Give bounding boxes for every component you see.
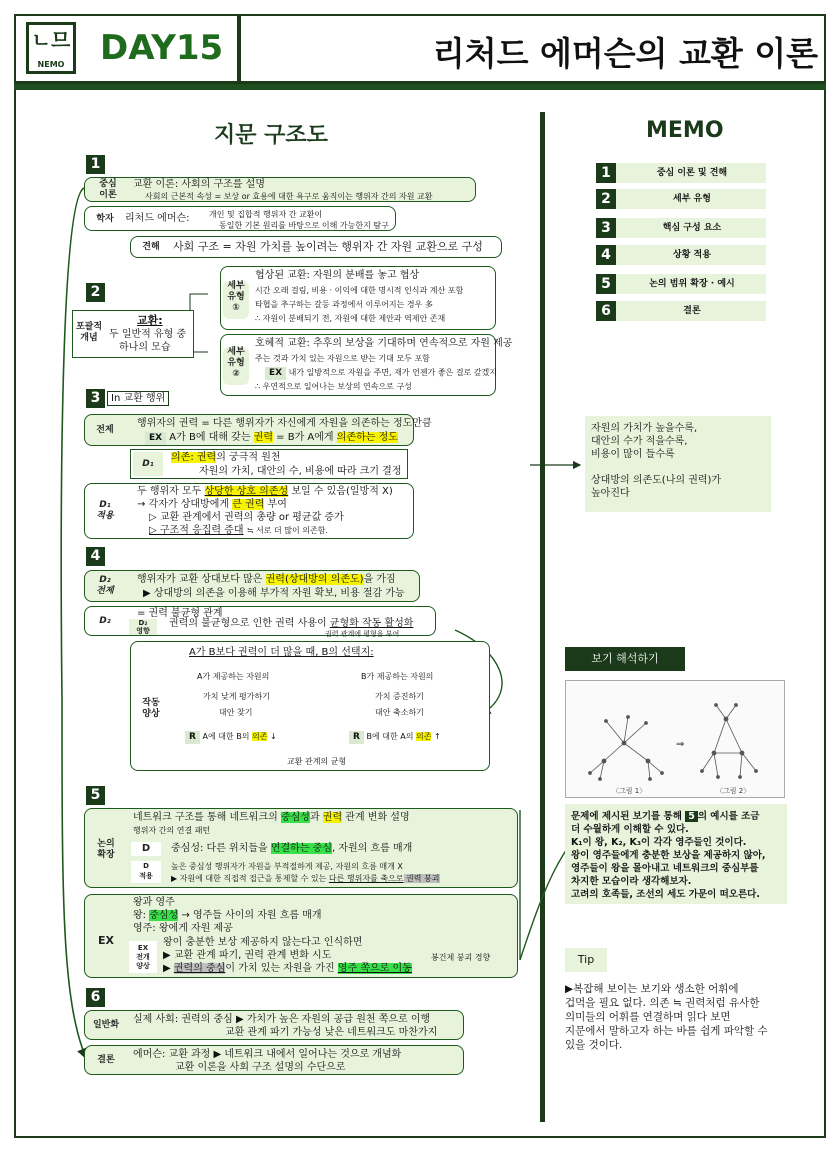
- fig2-label: 〈그림 2〉: [716, 787, 751, 795]
- column-divider: [540, 112, 545, 1122]
- reciprocal-exchange-box: 세부 유형 ② 호혜적 교환: 추후의 보상을 기대하며 연속적으로 자원 제공 주는 것과 가치 있는 자원으로 받는 기대 모두 포함 EX 내가 일방적으로 자원을 주면, 재가 언젠가 좋은 걸로 갚겠지 ∴ 우연적으로 일어나는 보상의 연속으로 구성: [220, 334, 496, 396]
- structure-title: 지문 구조도: [214, 123, 328, 148]
- conclusion-box: 결론 에머슨: 교환 과정 ▶ 네트워크 내에서 일어나는 것으로 개념화 교환 이론을 사회 구조 설명의 수단으로: [84, 1045, 464, 1075]
- tip-label: Tip: [565, 948, 607, 972]
- memo-note-power: 자원의 가치가 높을수록, 대안의 수가 적을수록, 비용이 많이 들수록 상대방의 의존도(나의 권력)가 높아진다: [585, 416, 771, 512]
- memo-item-6: 6 결론: [596, 301, 766, 321]
- memo-item-1: 1 중심 이론 및 견해: [596, 163, 766, 183]
- network-diagram: [566, 681, 786, 799]
- memo-item-2: 2 세부 유형: [596, 189, 766, 209]
- exchange-act-tag: In 교환 행위: [107, 391, 169, 406]
- example-box: EX 왕과 영주 왕: 중심성 → 영주들 사이의 자원 흐름 매개 영주: 왕에게 자원 제공 EX 전개 양상 왕이 충분한 보상 제공하지 않는다고 인식하면 ▶ 교환 관계 파기, 권력 관계 변화 시도 ▶ 권력의 중심이 가치 있는 자원을 가진 영주 쪽으로 이동 봉건제 붕괴 경향: [84, 894, 518, 978]
- generalization-box: 일반화 실제 사회: 권력의 중심 ▶ 가치가 높은 자원의 공급 원천 쪽으로 이행 교환 관계 파기 가능성 낮은 네트워크도 마찬가지: [84, 1010, 464, 1040]
- nemo-logo: ㄴ므 NEMO: [26, 22, 76, 74]
- memo-title: MEMO: [646, 118, 724, 143]
- d1-application-box: D₁ 적용 두 행위자 모두 상당한 상호 의존성 보일 수 있음(일방적 X) → 각자가 상대방에게 큰 권력 부여 ▷ 교환 관계에서 권력의 총량 or 평균값 증가 ▷ 구조적 응집력 증대 ≒ 서로 더 많이 의존함.: [84, 483, 414, 539]
- memo-item-3: 3 핵심 구성 요소: [596, 218, 766, 238]
- central-theory-box: 중심 이론 교환 이론: 사회의 구조를 설명 사회의 근본적 속성 = 보상 or 효용에 대한 욕구로 움직이는 행위자 간의 자원 교환: [84, 177, 476, 202]
- section-6-number: 6: [86, 988, 105, 1007]
- extension-box: 논의 확장 네트워크 구조를 통해 네트워크의 중심성과 권력 관계 변화 설명 행위자 간의 연결 패턴 D 중심성: 다른 위치들을 연결하는 중심, 자원의 흐름 매개 D 적용 높은 중심성 행위자가 자원을 부적절하게 제공, 자원의 흐름 매개 X ▶ 자원에 대한 직접적 접근을 통제할 수 있는 다른 행위자를 축으로 권력 붕괴: [84, 808, 518, 888]
- page-title: 리처드 에머슨의 교환 이론: [432, 34, 818, 73]
- boki-title: 보기 해석하기: [565, 647, 685, 671]
- broad-concept-box: 포괄적 개념 교환: 두 일반적 유형 중 하나의 모습: [72, 310, 194, 358]
- section-4-number: 4: [86, 547, 105, 566]
- view-box: 견해 사회 구조 = 자원 가치를 높이려는 행위자 간 자원 교환으로 구성: [130, 236, 502, 258]
- d1-box: D₁ 의존: 권력의 궁극적 원천 자원의 가치, 대안의 수, 비용에 따라 크기 결정: [130, 449, 408, 479]
- day-label: DAY15: [100, 28, 224, 68]
- boki-figure: [565, 680, 785, 798]
- premise-box: 전제 행위자의 권력 = 다른 행위자가 자신에게 자원을 의존하는 정도만큼 EX A가 B에 대해 갖는 권력 = B가 A에게 의존하는 정도: [84, 414, 414, 446]
- section-2-number: 2: [86, 283, 105, 302]
- negotiated-exchange-box: 세부 유형 ① 협상된 교환: 자원의 분배를 놓고 협상 시간 오래 걸림, 비용 · 이익에 대한 명시적 인식과 계산 포함 타협을 추구하는 갈등 과정에서 이루어지는 경우 多 ∴ 자원이 분배되기 전, 자원에 대한 제안과 역제안 존재: [220, 266, 496, 330]
- header-divider: [237, 14, 241, 84]
- section-3-number: 3: [86, 389, 105, 408]
- tip-text: ▶복잡해 보이는 보기와 생소한 어휘에 겁먹을 필요 없다. 의존 ≒ 권력처럼 유사한 의미들의 어휘를 연결하며 읽다 보면 지문에서 말하고자 하는 바를 쉽게 파악할 수 있을 것이다.: [565, 983, 768, 1051]
- section-5-number: 5: [86, 786, 105, 805]
- fig1-label: 〈그림 1〉: [612, 787, 647, 795]
- operation-box: 작동 양상 A가 B보다 권력이 더 많을 때, B의 선택지: A가 제공하는 자원의 B가 제공하는 자원의 가치 낮게 평가하기 대안 찾기 가치 증진하기 대안 축소하기 R A에 대한 B의 의존 ↓ R B에 대한 A의 의존 ↑ 교환 관계의 균형: [130, 641, 490, 771]
- memo-item-4: 4 상황 적용: [596, 245, 766, 265]
- d2-box: D₂ = 권력 불균형 관계 D₂ 영향 권력의 불균형으로 인한 권력 사용이 균형화 작동 활성화 권력 관계에 평형을 부여: [84, 606, 436, 636]
- memo-item-5: 5 논의 범위 확장 · 예시: [596, 274, 766, 294]
- memo-note-boki: 문제에 제시된 보기를 통해 5 의 예시를 조금 더 수월하게 이해할 수 있다. K₁이 왕, K₂, K₃이 각각 영주들인 것이다. 왕이 영주들에게 충분한 보상을 제공하지 않아, 영주들이 왕을 몰아내고 네트워크의 중심부를 차지한 모습이라 생각해보자. 고려의 호족들, 조선의 세도 가문이 떠오른다.: [565, 804, 787, 904]
- section-1-number: 1: [86, 155, 105, 174]
- header-bar: [14, 84, 826, 90]
- d2-premise-box: D₂ 전제 행위자가 교환 상대보다 많은 권력(상대방의 의존도)을 가짐 ▶ 상대방의 의존을 이용해 부가적 자원 확보, 비용 절감 가능: [84, 570, 420, 602]
- scholar-box: 학자 리처드 에머슨: 개인 및 집합적 행위자 간 교환이 동일한 기본 원리를 바탕으로 이해 가능한지 탐구: [84, 206, 396, 231]
- svg-text:⇒: ⇒: [676, 739, 685, 750]
